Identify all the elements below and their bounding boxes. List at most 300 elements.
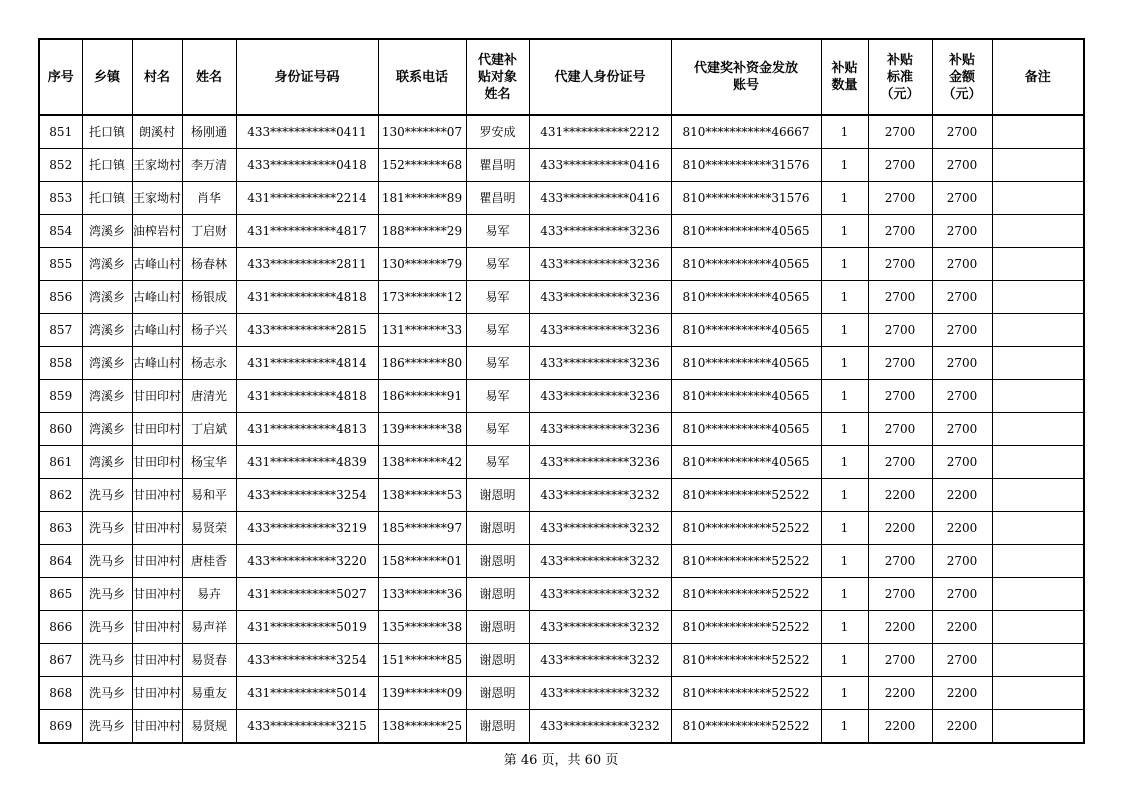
header-line: （元）: [942, 86, 982, 102]
header-line: 补贴: [948, 52, 975, 68]
cell-col-name: 杨银成: [182, 281, 236, 314]
cell-col-village: 甘田冲村: [132, 545, 182, 578]
table-row: [39, 314, 1084, 347]
cell-col-agent-name: 易军: [466, 347, 529, 380]
cell-col-town: 托口镇: [82, 149, 132, 182]
cell-col-id-number: 431***********2214: [236, 182, 378, 215]
cell-col-agent-id: 433***********3236: [529, 314, 671, 347]
table-row: [39, 710, 1084, 744]
cell-col-amount: 2200: [932, 479, 992, 512]
cell-col-town: 洗马乡: [82, 479, 132, 512]
table-row: [39, 413, 1084, 446]
cell-col-town: 洗马乡: [82, 545, 132, 578]
cell-col-standard: 2700: [868, 248, 932, 281]
cell-col-amount: 2700: [932, 248, 992, 281]
cell-col-town: 洗马乡: [82, 710, 132, 744]
header-col-phone: [378, 39, 466, 115]
table-row: [39, 149, 1084, 182]
cell-col-phone: 139*******09: [378, 677, 466, 710]
cell-col-village: 甘田印村: [132, 413, 182, 446]
header-line: 账号: [732, 78, 759, 93]
cell-col-account: 810***********31576: [671, 182, 821, 215]
cell-col-amount: 2700: [932, 413, 992, 446]
cell-col-remarks: [992, 644, 1084, 677]
header-line: 贴对象: [477, 69, 517, 85]
cell-col-index: 853: [39, 182, 82, 215]
cell-col-account: 810***********52522: [671, 677, 821, 710]
header-col-agent-id: [529, 39, 671, 115]
cell-col-town: 洗马乡: [82, 677, 132, 710]
cell-col-town: 洗马乡: [82, 611, 132, 644]
header-line: 序号: [47, 69, 74, 85]
cell-col-standard: 2200: [868, 611, 932, 644]
cell-col-name: 易贤规: [182, 710, 236, 744]
cell-col-village: 甘田冲村: [132, 611, 182, 644]
cell-col-standard: 2700: [868, 149, 932, 182]
cell-col-phone: 181*******89: [378, 182, 466, 215]
cell-col-agent-name: 谢恩明: [466, 644, 529, 677]
cell-col-id-number: 433***********3254: [236, 644, 378, 677]
cell-col-account: 810***********40565: [671, 380, 821, 413]
cell-col-index: 851: [39, 115, 82, 149]
cell-col-remarks: [992, 512, 1084, 545]
cell-col-village: 古峰山村: [132, 314, 182, 347]
cell-col-index: 866: [39, 611, 82, 644]
cell-col-amount: 2700: [932, 545, 992, 578]
cell-col-standard: 2700: [868, 578, 932, 611]
cell-col-account: 810***********40565: [671, 347, 821, 380]
cell-col-phone: 158*******01: [378, 545, 466, 578]
cell-col-account: 810***********31576: [671, 149, 821, 182]
cell-col-amount: 2700: [932, 380, 992, 413]
cell-col-account: 810***********52522: [671, 644, 821, 677]
cell-col-remarks: [992, 479, 1084, 512]
cell-col-amount: 2700: [932, 314, 992, 347]
header-col-town: [82, 39, 132, 115]
cell-col-remarks: [992, 413, 1084, 446]
header-line: 联系电话: [395, 69, 448, 85]
cell-col-standard: 2700: [868, 545, 932, 578]
cell-col-agent-name: 罗安成: [466, 115, 529, 149]
cell-col-quantity: 1: [821, 182, 868, 215]
cell-col-remarks: [992, 545, 1084, 578]
header-line: 代建人身份证号: [554, 69, 646, 85]
table-row: [39, 347, 1084, 380]
cell-col-standard: 2200: [868, 512, 932, 545]
cell-col-agent-name: 易军: [466, 215, 529, 248]
cell-col-quantity: 1: [821, 115, 868, 149]
cell-col-agent-name: 易军: [466, 248, 529, 281]
cell-col-id-number: 431***********4813: [236, 413, 378, 446]
header-col-index: [39, 39, 82, 115]
cell-col-remarks: [992, 380, 1084, 413]
cell-col-quantity: 1: [821, 149, 868, 182]
cell-col-name: 李万清: [182, 149, 236, 182]
cell-col-village: 甘田冲村: [132, 644, 182, 677]
cell-col-town: 湾溪乡: [82, 248, 132, 281]
cell-col-name: 丁启斌: [182, 413, 236, 446]
cell-col-agent-name: 瞿昌明: [466, 182, 529, 215]
cell-col-remarks: [992, 710, 1084, 744]
cell-col-quantity: 1: [821, 611, 868, 644]
cell-col-agent-id: 433***********3232: [529, 611, 671, 644]
table-row: [39, 182, 1084, 215]
cell-col-agent-id: 433***********3236: [529, 413, 671, 446]
cell-col-town: 洗马乡: [82, 644, 132, 677]
cell-col-amount: 2700: [932, 347, 992, 380]
cell-col-index: 867: [39, 644, 82, 677]
cell-col-amount: 2200: [932, 512, 992, 545]
cell-col-id-number: 431***********5014: [236, 677, 378, 710]
header-col-amount: [932, 39, 992, 115]
cell-col-town: 托口镇: [82, 115, 132, 149]
cell-col-index: 860: [39, 413, 82, 446]
cell-col-remarks: [992, 314, 1084, 347]
cell-col-agent-name: 谢恩明: [466, 710, 529, 744]
cell-col-quantity: 1: [821, 710, 868, 744]
cell-col-name: 易贤荣: [182, 512, 236, 545]
cell-col-id-number: 433***********3219: [236, 512, 378, 545]
cell-col-account: 810***********52522: [671, 611, 821, 644]
cell-col-standard: 2200: [868, 677, 932, 710]
cell-col-quantity: 1: [821, 578, 868, 611]
cell-col-village: 油榨岩村: [132, 215, 182, 248]
cell-col-agent-id: 433***********3232: [529, 677, 671, 710]
cell-col-index: 852: [39, 149, 82, 182]
cell-col-index: 868: [39, 677, 82, 710]
cell-col-remarks: [992, 347, 1084, 380]
cell-col-village: 甘田印村: [132, 380, 182, 413]
cell-col-agent-id: 433***********0416: [529, 149, 671, 182]
cell-col-standard: 2700: [868, 380, 932, 413]
table-row: [39, 677, 1084, 710]
cell-col-remarks: [992, 248, 1084, 281]
cell-col-remarks: [992, 115, 1084, 149]
header-line: 补贴: [886, 52, 913, 68]
cell-col-standard: 2700: [868, 182, 932, 215]
cell-col-id-number: 431***********5019: [236, 611, 378, 644]
cell-col-account: 810***********52522: [671, 512, 821, 545]
table-row: [39, 545, 1084, 578]
cell-col-name: 易卉: [182, 578, 236, 611]
page-number: 第 46 页，共 60 页: [503, 753, 619, 768]
cell-col-agent-id: 433***********3236: [529, 281, 671, 314]
cell-col-id-number: 431***********4814: [236, 347, 378, 380]
header-line: 备注: [1024, 69, 1051, 85]
cell-col-quantity: 1: [821, 413, 868, 446]
cell-col-index: 869: [39, 710, 82, 744]
cell-col-quantity: 1: [821, 545, 868, 578]
table-row: [39, 611, 1084, 644]
header-col-remarks: [992, 39, 1084, 115]
cell-col-account: 810***********40565: [671, 215, 821, 248]
cell-col-village: 古峰山村: [132, 347, 182, 380]
cell-col-id-number: 433***********0411: [236, 115, 378, 149]
header-col-agent-name: [466, 39, 529, 115]
cell-col-phone: 188*******29: [378, 215, 466, 248]
cell-col-amount: 2700: [932, 644, 992, 677]
cell-col-remarks: [992, 611, 1084, 644]
cell-col-name: 易声祥: [182, 611, 236, 644]
table-row: [39, 446, 1084, 479]
cell-col-account: 810***********40565: [671, 248, 821, 281]
cell-col-agent-name: 谢恩明: [466, 611, 529, 644]
cell-col-standard: 2700: [868, 446, 932, 479]
cell-col-phone: 130*******79: [378, 248, 466, 281]
cell-col-town: 湾溪乡: [82, 215, 132, 248]
cell-col-quantity: 1: [821, 644, 868, 677]
cell-col-standard: 2700: [868, 314, 932, 347]
cell-col-name: 杨宝华: [182, 446, 236, 479]
cell-col-quantity: 1: [821, 446, 868, 479]
cell-col-agent-name: 瞿昌明: [466, 149, 529, 182]
table-row: [39, 215, 1084, 248]
cell-col-account: 810***********52522: [671, 710, 821, 744]
cell-col-amount: 2200: [932, 677, 992, 710]
cell-col-account: 810***********40565: [671, 413, 821, 446]
cell-col-amount: 2700: [932, 215, 992, 248]
cell-col-remarks: [992, 281, 1084, 314]
header-col-id-number: [236, 39, 378, 115]
cell-col-id-number: 433***********3215: [236, 710, 378, 744]
cell-col-phone: 138*******53: [378, 479, 466, 512]
cell-col-village: 甘田冲村: [132, 578, 182, 611]
header-line: 村名: [143, 69, 170, 85]
cell-col-phone: 138*******42: [378, 446, 466, 479]
cell-col-quantity: 1: [821, 512, 868, 545]
cell-col-town: 湾溪乡: [82, 413, 132, 446]
cell-col-quantity: 1: [821, 479, 868, 512]
cell-col-village: 王家坳村: [132, 149, 182, 182]
cell-col-index: 855: [39, 248, 82, 281]
cell-col-index: 856: [39, 281, 82, 314]
header-col-village: [132, 39, 182, 115]
cell-col-standard: 2700: [868, 115, 932, 149]
cell-col-amount: 2200: [932, 710, 992, 744]
cell-col-id-number: 431***********4839: [236, 446, 378, 479]
cell-col-account: 810***********52522: [671, 578, 821, 611]
cell-col-index: 859: [39, 380, 82, 413]
cell-col-remarks: [992, 446, 1084, 479]
cell-col-village: 甘田冲村: [132, 677, 182, 710]
cell-col-phone: 131*******33: [378, 314, 466, 347]
cell-col-standard: 2700: [868, 281, 932, 314]
header-line: 标准: [886, 69, 913, 85]
header-line: 姓名: [484, 86, 511, 102]
header-line: 代建补: [477, 52, 517, 68]
cell-col-standard: 2700: [868, 413, 932, 446]
cell-col-phone: 133*******36: [378, 578, 466, 611]
cell-col-village: 甘田冲村: [132, 710, 182, 744]
cell-col-amount: 2700: [932, 578, 992, 611]
cell-col-agent-id: 433***********0416: [529, 182, 671, 215]
cell-col-agent-name: 易军: [466, 413, 529, 446]
cell-col-quantity: 1: [821, 380, 868, 413]
cell-col-standard: 2700: [868, 215, 932, 248]
cell-col-village: 古峰山村: [132, 248, 182, 281]
cell-col-quantity: 1: [821, 314, 868, 347]
cell-col-name: 肖华: [182, 182, 236, 215]
cell-col-index: 854: [39, 215, 82, 248]
cell-col-agent-id: 433***********3236: [529, 248, 671, 281]
cell-col-village: 甘田冲村: [132, 512, 182, 545]
cell-col-account: 810***********40565: [671, 314, 821, 347]
cell-col-name: 唐清光: [182, 380, 236, 413]
header-line: 身份证号码: [274, 69, 340, 85]
cell-col-agent-name: 易军: [466, 314, 529, 347]
cell-col-agent-id: 433***********3236: [529, 380, 671, 413]
cell-col-village: 甘田冲村: [132, 479, 182, 512]
cell-col-index: 863: [39, 512, 82, 545]
table-row: [39, 512, 1084, 545]
cell-col-agent-id: 431***********2212: [529, 115, 671, 149]
table-row: [39, 115, 1084, 149]
cell-col-index: 858: [39, 347, 82, 380]
table-row: [39, 578, 1084, 611]
cell-col-name: 杨志永: [182, 347, 236, 380]
cell-col-phone: 151*******85: [378, 644, 466, 677]
table-body: [39, 115, 1084, 743]
cell-col-quantity: 1: [821, 677, 868, 710]
header-line: 金额: [948, 69, 975, 85]
cell-col-remarks: [992, 578, 1084, 611]
cell-col-index: 864: [39, 545, 82, 578]
header-col-quantity: [821, 39, 868, 115]
cell-col-agent-id: 433***********3236: [529, 215, 671, 248]
cell-col-remarks: [992, 149, 1084, 182]
cell-col-agent-id: 433***********3236: [529, 347, 671, 380]
cell-col-agent-name: 易军: [466, 446, 529, 479]
cell-col-agent-id: 433***********3232: [529, 545, 671, 578]
cell-col-standard: 2200: [868, 479, 932, 512]
cell-col-name: 丁启财: [182, 215, 236, 248]
cell-col-account: 810***********40565: [671, 446, 821, 479]
cell-col-agent-name: 谢恩明: [466, 479, 529, 512]
cell-col-phone: 186*******91: [378, 380, 466, 413]
cell-col-village: 王家坳村: [132, 182, 182, 215]
cell-col-phone: 139*******38: [378, 413, 466, 446]
table-header-row: [39, 39, 1084, 115]
cell-col-amount: 2200: [932, 611, 992, 644]
header-col-name: [182, 39, 236, 115]
cell-col-name: 杨春林: [182, 248, 236, 281]
cell-col-id-number: 433***********0418: [236, 149, 378, 182]
cell-col-name: 唐桂香: [182, 545, 236, 578]
cell-col-quantity: 1: [821, 215, 868, 248]
cell-col-town: 湾溪乡: [82, 314, 132, 347]
header-line: 补贴: [831, 61, 858, 76]
cell-col-index: 857: [39, 314, 82, 347]
table-row: [39, 479, 1084, 512]
header-line: 姓名: [195, 69, 222, 85]
cell-col-account: 810***********52522: [671, 545, 821, 578]
cell-col-id-number: 431***********5027: [236, 578, 378, 611]
cell-col-quantity: 1: [821, 281, 868, 314]
header-line: （元）: [880, 86, 920, 102]
cell-col-id-number: 433***********2815: [236, 314, 378, 347]
cell-col-phone: 186*******80: [378, 347, 466, 380]
cell-col-village: 古峰山村: [132, 281, 182, 314]
cell-col-standard: 2200: [868, 710, 932, 744]
cell-col-agent-name: 谢恩明: [466, 677, 529, 710]
cell-col-town: 洗马乡: [82, 512, 132, 545]
cell-col-account: 810***********52522: [671, 479, 821, 512]
cell-col-agent-id: 433***********3232: [529, 710, 671, 744]
cell-col-agent-name: 易军: [466, 281, 529, 314]
cell-col-amount: 2700: [932, 446, 992, 479]
header-line: 数量: [831, 78, 858, 93]
cell-col-index: 862: [39, 479, 82, 512]
cell-col-standard: 2700: [868, 644, 932, 677]
header-line: 乡镇: [93, 69, 120, 85]
cell-col-phone: 130*******07: [378, 115, 466, 149]
cell-col-amount: 2700: [932, 149, 992, 182]
subsidy-table: [38, 38, 1085, 744]
cell-col-agent-id: 433***********3232: [529, 644, 671, 677]
cell-col-town: 湾溪乡: [82, 281, 132, 314]
cell-col-agent-id: 433***********3236: [529, 446, 671, 479]
cell-col-agent-id: 433***********3232: [529, 578, 671, 611]
cell-col-phone: 173*******12: [378, 281, 466, 314]
cell-col-id-number: 431***********4817: [236, 215, 378, 248]
cell-col-id-number: 433***********3220: [236, 545, 378, 578]
cell-col-phone: 135*******38: [378, 611, 466, 644]
cell-col-agent-id: 433***********3232: [529, 479, 671, 512]
cell-col-amount: 2700: [932, 281, 992, 314]
cell-col-name: 易和平: [182, 479, 236, 512]
cell-col-standard: 2700: [868, 347, 932, 380]
cell-col-amount: 2700: [932, 115, 992, 149]
cell-col-agent-name: 谢恩明: [466, 512, 529, 545]
cell-col-agent-name: 谢恩明: [466, 578, 529, 611]
cell-col-town: 托口镇: [82, 182, 132, 215]
cell-col-village: 朗溪村: [132, 115, 182, 149]
cell-col-agent-name: 谢恩明: [466, 545, 529, 578]
cell-col-town: 洗马乡: [82, 578, 132, 611]
cell-col-remarks: [992, 677, 1084, 710]
table-row: [39, 248, 1084, 281]
cell-col-phone: 138*******25: [378, 710, 466, 744]
cell-col-account: 810***********46667: [671, 115, 821, 149]
cell-col-town: 湾溪乡: [82, 446, 132, 479]
cell-col-id-number: 431***********4818: [236, 281, 378, 314]
cell-col-index: 861: [39, 446, 82, 479]
cell-col-agent-name: 易军: [466, 380, 529, 413]
cell-col-town: 湾溪乡: [82, 347, 132, 380]
cell-col-remarks: [992, 182, 1084, 215]
cell-col-remarks: [992, 215, 1084, 248]
cell-col-id-number: 433***********2811: [236, 248, 378, 281]
cell-col-id-number: 433***********3254: [236, 479, 378, 512]
cell-col-name: 易贤春: [182, 644, 236, 677]
header-col-account: [671, 39, 821, 115]
table-row: [39, 644, 1084, 677]
header-line: 代建奖补资金发放: [693, 61, 798, 76]
cell-col-id-number: 431***********4818: [236, 380, 378, 413]
cell-col-quantity: 1: [821, 248, 868, 281]
cell-col-town: 湾溪乡: [82, 380, 132, 413]
cell-col-agent-id: 433***********3232: [529, 512, 671, 545]
cell-col-amount: 2700: [932, 182, 992, 215]
cell-col-phone: 152*******68: [378, 149, 466, 182]
cell-col-phone: 185*******97: [378, 512, 466, 545]
table-row: [39, 380, 1084, 413]
cell-col-account: 810***********40565: [671, 281, 821, 314]
header-col-standard: [868, 39, 932, 115]
table-row: [39, 281, 1084, 314]
cell-col-village: 甘田印村: [132, 446, 182, 479]
cell-col-name: 杨刚通: [182, 115, 236, 149]
